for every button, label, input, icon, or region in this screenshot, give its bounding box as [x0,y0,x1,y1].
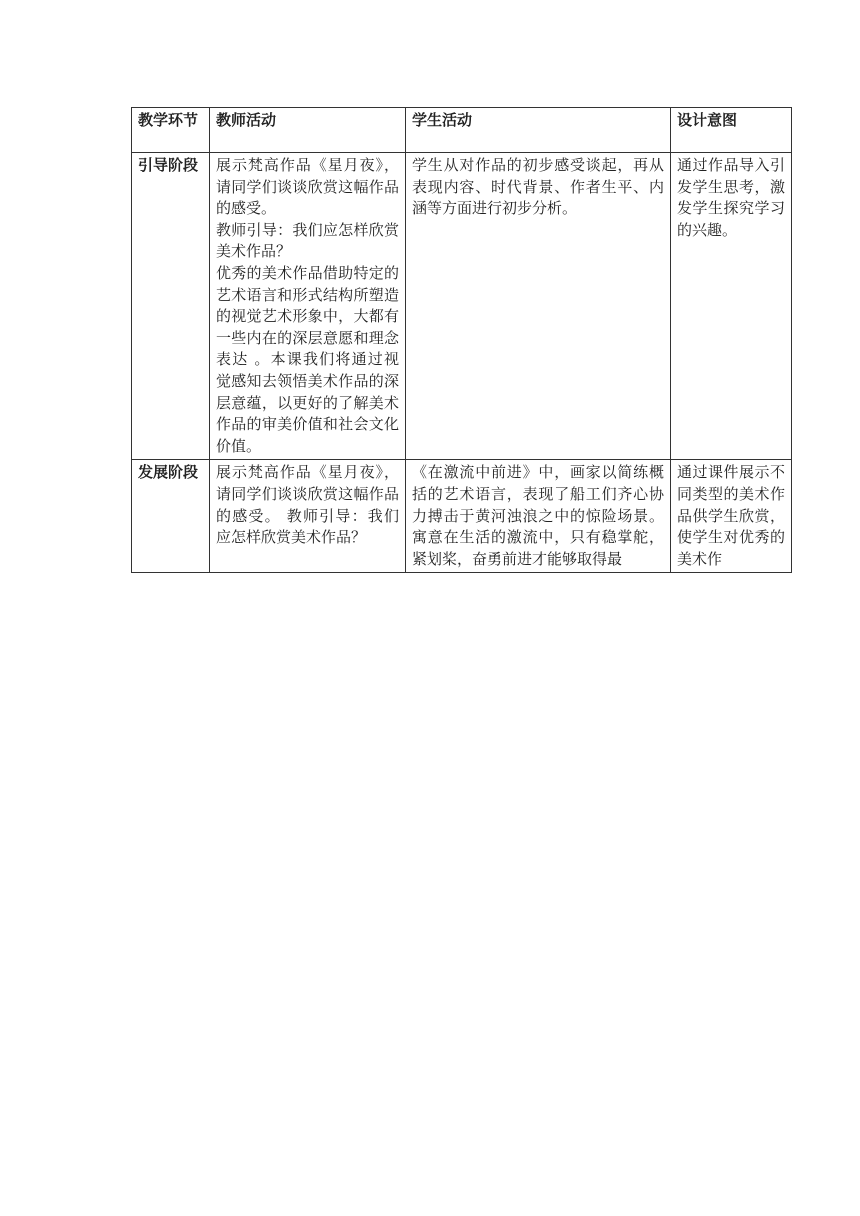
table-row [132,460,792,573]
student-activity-cell: 学生从对作品的初步感受谈起，再从表现内容、时代背景、作者生平、内涵等方面进行初步分析。 [406,153,671,460]
lesson-plan-table [131,107,792,573]
teacher-activity-paragraph: 教师引导：我们应怎样欣赏美术作品？ [216,220,399,261]
header-teacher-activity: 教师活动 [210,108,406,153]
teacher-activity-paragraph: 展示梵高作品《星月夜》，请同学们谈谈欣赏这幅作品的感受。 [216,156,399,218]
design-intent-cell: 通过课件展示不同类型的美术作品供学生欣赏，使学生对优秀的美术作 [671,460,792,573]
teacher-activity-paragraph: 优秀的美术作品借助特定的艺术语言和形式结构所塑造的视觉艺术形象中，大都有一些内在的深层意愿和理念表达 。本课我们将通过视觉感知去领悟美术作品的深层意蕴，以更好的了解美术作品的审美价值和社会文化价值。 [216,263,399,455]
teacher-activity-cell [210,153,406,460]
header-student-activity: 学生活动 [406,108,671,153]
student-activity-cell: 《在激流中前进》中，画家以简练概括的艺术语言，表现了船工们齐心协力搏击于黄河浊浪之中的惊险场景。寓意在生活的激流中，只有稳掌舵，紧划桨，奋勇前进才能够取得最 [406,460,671,573]
table-header-row [132,108,792,153]
header-design-intent: 设计意图 [671,108,792,153]
design-intent-cell: 通过作品导入引发学生思考，激发学生探究学习的兴趣。 [671,153,792,460]
stage-cell: 发展阶段 [132,460,210,573]
stage-cell: 引导阶段 [132,153,210,460]
header-stage: 教学环节 [132,108,210,153]
teacher-activity-cell [210,460,406,573]
teacher-activity-paragraph: 展示梵高作品《星月夜》，请同学们谈谈欣赏这幅作品的感受。 教师引导：我们应怎样欣赏美术作品？ [216,463,399,547]
table-row [132,153,792,460]
